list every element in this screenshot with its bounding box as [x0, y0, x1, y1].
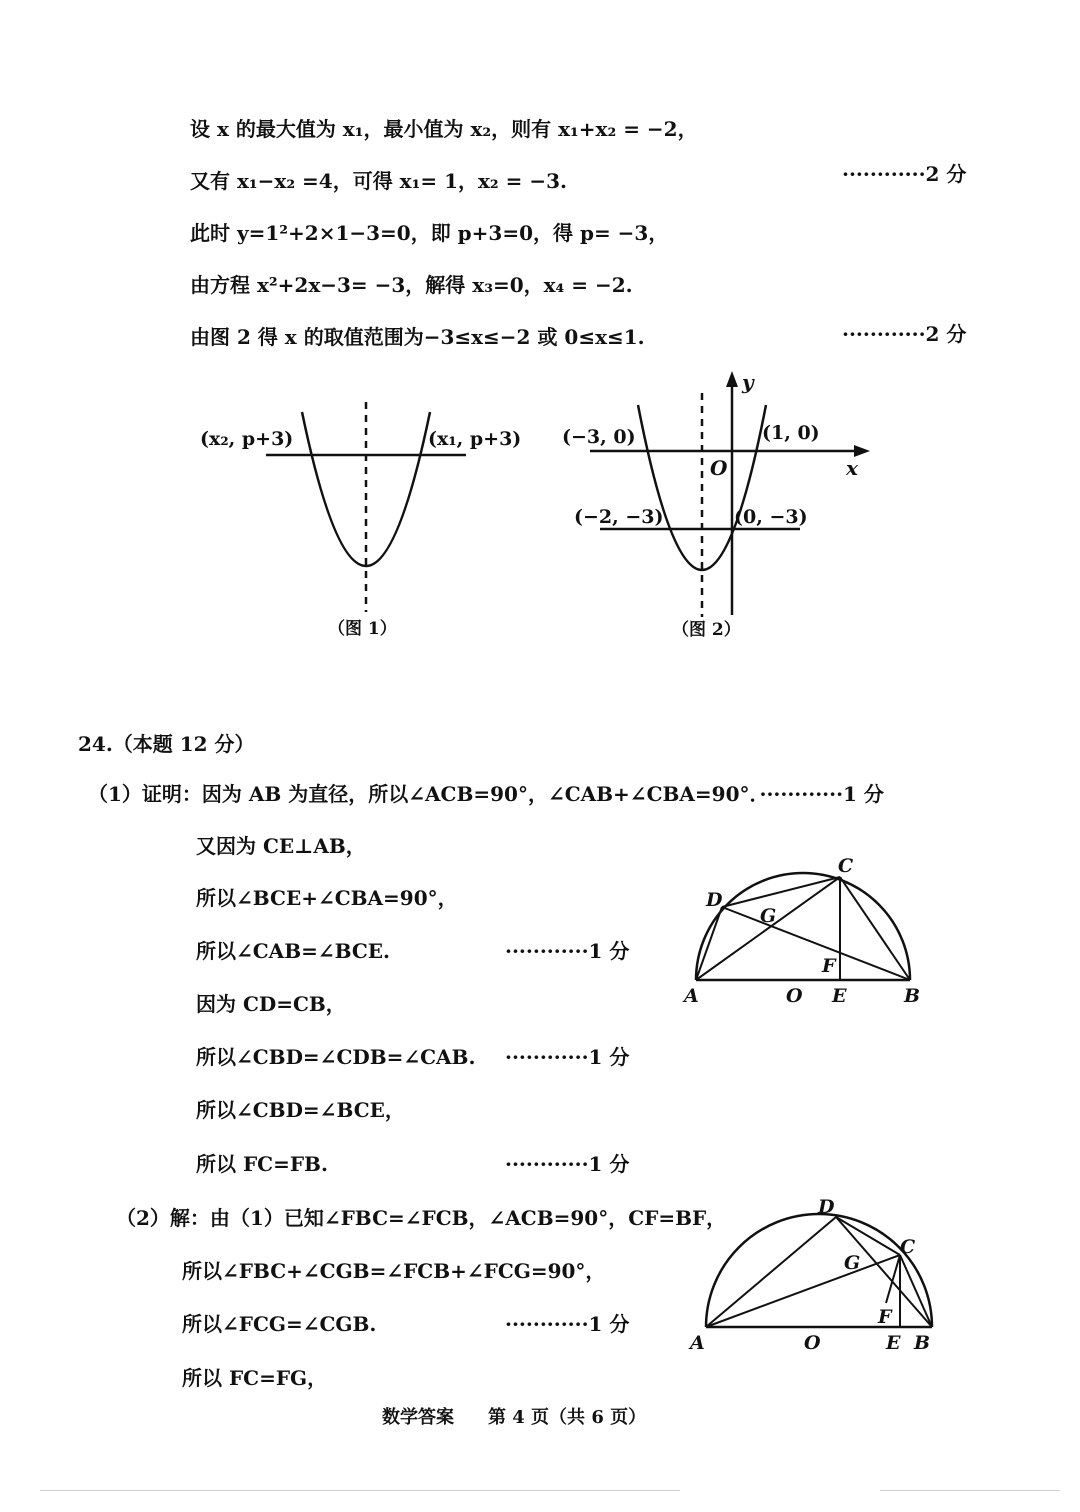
solution-line-5: 由图 2 得 x 的取值范围为−3≤x≤−2 或 0≤x≤1.: [190, 325, 645, 349]
label-g: G: [844, 1252, 861, 1274]
label-o: O: [786, 985, 803, 1007]
page-edge-line: [40, 1490, 680, 1491]
label-c: C: [838, 855, 854, 877]
part1-line-8: 所以 FC=FB.: [196, 1152, 328, 1176]
solution-line-2: 又有 x₁−x₂ =4，可得 x₁= 1，x₂ = −3.: [190, 169, 568, 193]
label-o: O: [804, 1332, 821, 1354]
part1-line-7: 所以∠CBD=∠BCE，: [196, 1098, 405, 1122]
label-b: B: [914, 1332, 931, 1354]
label-a: A: [690, 1332, 705, 1354]
segment-db: [722, 907, 910, 980]
part2-line-4: 所以 FC=FG，: [182, 1366, 328, 1390]
solution-line-4: 由方程 x²+2x−3= −3，解得 x₃=0，x₄ = −2.: [190, 273, 633, 297]
label-c: C: [900, 1236, 916, 1258]
segment-ac: [706, 1255, 900, 1327]
figure-3-semicircle: [680, 850, 930, 1010]
point-label-1-0: (1, 0): [762, 422, 820, 444]
label-d: D: [818, 1196, 835, 1218]
segment-cf: [886, 1255, 900, 1303]
part1-line-3: 所以∠BCE+∠CBA=90°，: [196, 886, 458, 910]
figure-2-graph: [560, 365, 880, 650]
segment-ad: [696, 907, 722, 980]
part1-line-6: 所以∠CBD=∠CDB=∠CAB.: [196, 1045, 476, 1069]
segment-dc: [722, 877, 840, 907]
y-axis-arrow: [726, 371, 738, 387]
point-label-minus2-minus3: (−2, −3): [574, 506, 664, 528]
figure-caption: （图 1）: [328, 619, 397, 639]
right-point-label: (x₁, p+3): [428, 428, 522, 450]
label-a: A: [684, 985, 699, 1007]
parabola-curve: [302, 412, 430, 566]
segment-cb: [840, 877, 910, 980]
score-mark: ············1 分: [505, 1152, 630, 1176]
figure-1-parabola: [190, 390, 530, 650]
footer-page-number: 第 4 页（共 6 页）: [488, 1407, 647, 1428]
label-d: D: [706, 889, 723, 911]
score-mark: ············1 分: [505, 939, 630, 963]
segment-ad: [706, 1217, 836, 1327]
footer-subject: 数学答案: [382, 1407, 454, 1428]
score-mark: ············1 分: [505, 1045, 630, 1069]
x-axis-label: x: [846, 456, 858, 480]
y-axis-label: y: [742, 370, 754, 394]
figure-caption: （图 2）: [672, 620, 741, 640]
figure-4-semicircle: [690, 1195, 950, 1355]
part2-line-3: 所以∠FCG=∠CGB.: [182, 1312, 377, 1336]
part1-line-1: （1）证明：因为 AB 为直径，所以∠ACB=90°，∠CAB+∠CBA=90°．············1 分: [88, 782, 884, 806]
part2-line-1: （2）解：由（1）已知∠FBC=∠FCB，∠ACB=90°，CF=BF，: [116, 1206, 727, 1230]
question-heading: 24.（本题 12 分）: [78, 732, 255, 756]
label-e: E: [886, 1332, 901, 1354]
part2-line-2: 所以∠FBC+∠CGB=∠FCB+∠FCG=90°，: [182, 1259, 606, 1283]
label-f: F: [878, 1306, 892, 1328]
score-mark: ············2 分: [842, 162, 967, 186]
label-b: B: [904, 985, 921, 1007]
left-point-label: (x₂, p+3): [200, 428, 294, 450]
part1-line-5: 因为 CD=CB，: [196, 992, 346, 1016]
score-mark: ············2 分: [842, 322, 967, 346]
origin-label: O: [710, 456, 728, 480]
solution-line-3: 此时 y=1²+2×1−3=0，即 p+3=0，得 p= −3，: [190, 221, 669, 245]
segment-dc: [836, 1217, 900, 1255]
point-label-minus3-0: (−3, 0): [562, 426, 636, 448]
page-edge-line: [880, 1490, 1060, 1491]
label-f: F: [822, 955, 836, 977]
label-e: E: [832, 985, 847, 1007]
solution-line-1: 设 x 的最大值为 x₁，最小值为 x₂，则有 x₁+x₂ = −2，: [190, 117, 698, 141]
point-label-0-minus3: (0, −3): [734, 506, 808, 528]
score-mark: ············1 分: [505, 1312, 630, 1336]
semicircle-arc: [696, 873, 910, 980]
part1-line-2: 又因为 CE⊥AB，: [196, 834, 366, 858]
part1-line-4: 所以∠CAB=∠BCE.: [196, 939, 391, 963]
label-g: G: [760, 905, 777, 927]
